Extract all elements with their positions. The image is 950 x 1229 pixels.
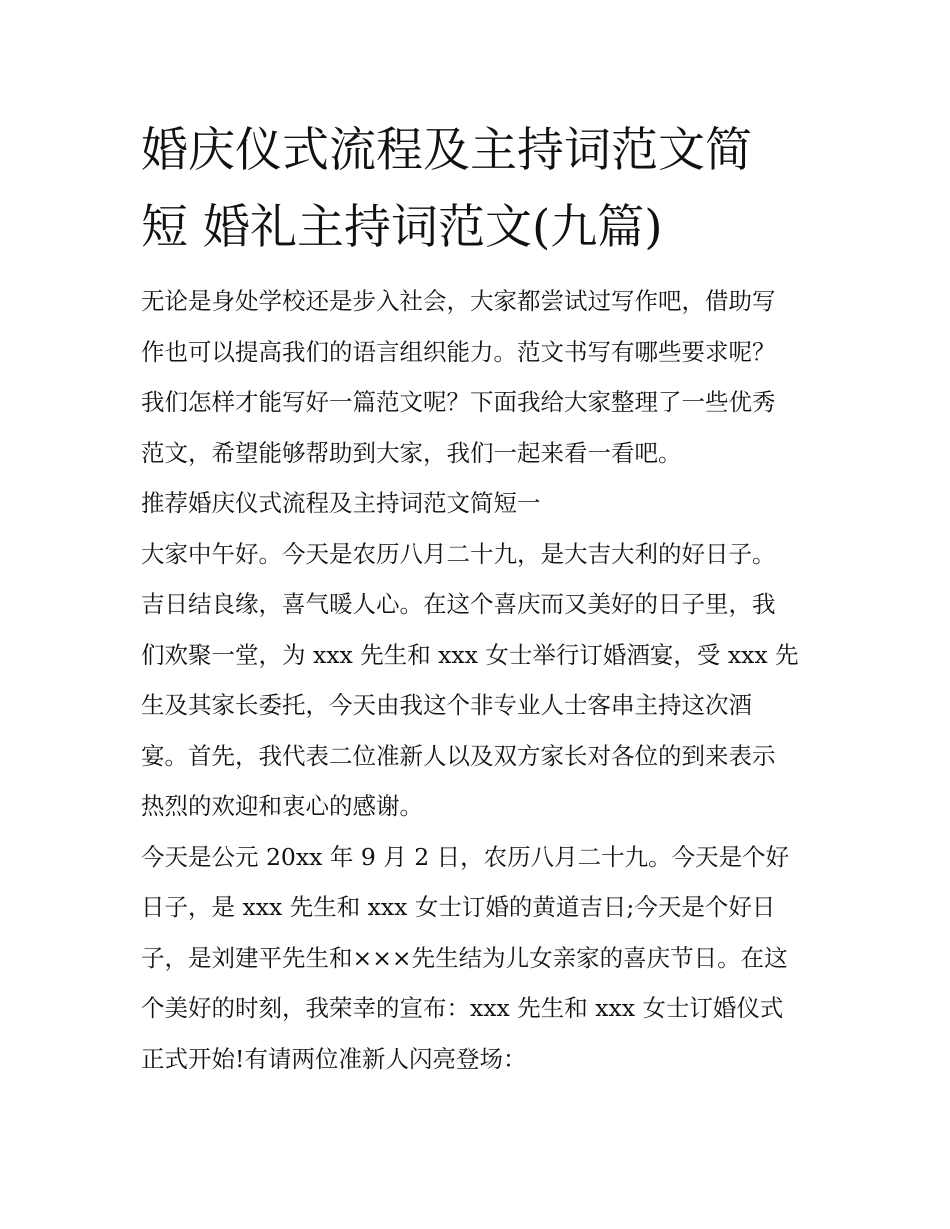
- document-title: 婚庆仪式流程及主持词范文简 短 婚礼主持词范文(九篇): [141, 123, 752, 255]
- document-body: [141, 112, 821, 1084]
- body-paragraph: 今天是公元 20xx 年 9 月 2 日，农历八月二十九。今天是个好 日子，是 xxx 先生和 xxx 女士订婚的黄道吉日;今天是个好日 子，是刘建平先生和×××先生结为儿女亲家的喜庆节日。在这 个美好的时刻，我荣幸的宣布：xxx 先生和 xxx 女士订婚仪式 正式开始!有请两位准新人闪亮登场：: [141, 842, 790, 1073]
- body-paragraph: 大家中午好。今天是农历八月二十九，是大吉大利的好日子。 吉日结良缘，喜气暖人心。在这个喜庆而又美好的日子里，我 们欢聚一堂，为 xxx 先生和 xxx 女士举行订婚酒宴，受 xxx 先 生及其家长委托，今天由我这个非专业人士客串主持这次酒 宴。首先，我代表二位准新人以及双方家长对各位的到来表示 热烈的欢迎和衷心的感谢。: [141, 539, 799, 820]
- intro-paragraph: 无论是身处学校还是步入社会，大家都尝试过写作吧，借助写 作也可以提高我们的语言组织能力。范文书写有哪些要求呢？ 我们怎样才能写好一篇范文呢？下面我给大家整理了一些优秀 范文，希望能够帮助到大家，我们一起来看一看吧。: [141, 287, 776, 467]
- section-heading: 推荐婚庆仪式流程及主持词范文简短一: [141, 489, 541, 517]
